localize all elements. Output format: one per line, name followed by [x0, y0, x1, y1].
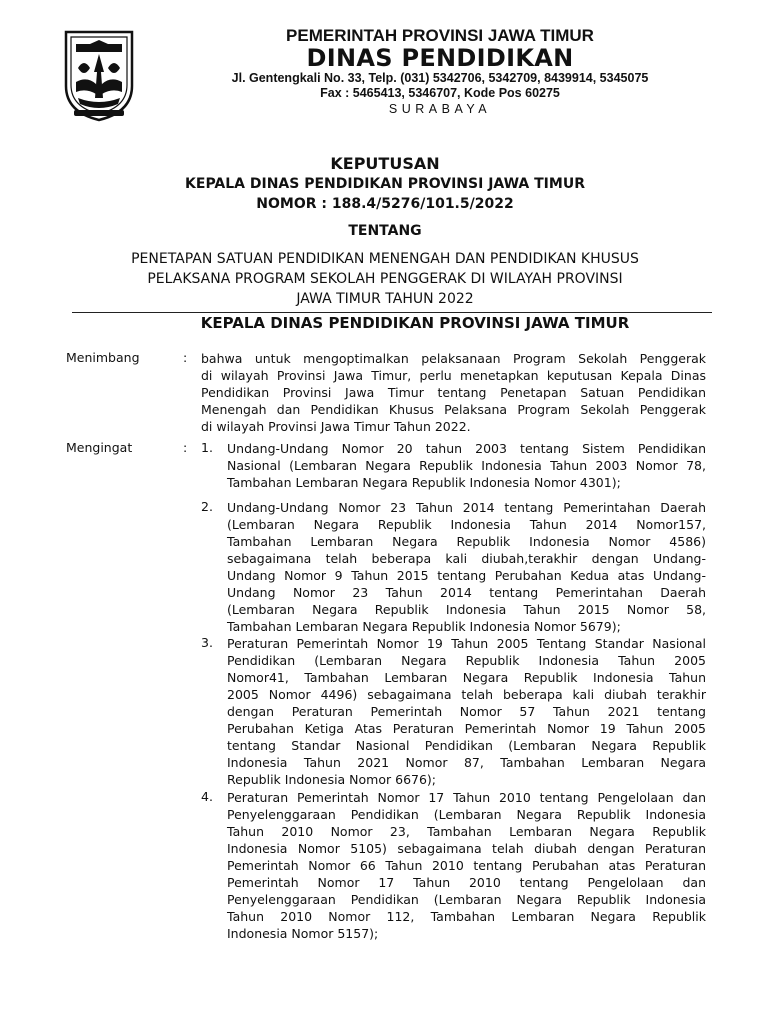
text-line: Tambahan Lembaran Negara Republik Indonesia Nomor 4586) — [227, 534, 706, 549]
mengingat-item — [227, 499, 706, 635]
text-line: 2005 Nomor 4496) sebagaimana telah beberapa kali diubah terakhir — [227, 687, 706, 702]
text-line: Indonesia Tahun 2021 Nomor 87, Tambahan Lembaran Negara — [227, 755, 706, 770]
decree-subject-line: JAWA TIMUR TAHUN 2022 — [296, 291, 474, 307]
text-line: bahwa untuk mengoptimalkan pelaksanaan Program Sekolah Penggerak — [201, 351, 706, 366]
text-line: (Lembaran Negara Republik Indonesia Tahun 2015 Nomor 58, — [227, 602, 706, 617]
text-line: Tahun 2010 Nomor 112, Tambahan Lembaran Negara Republik — [227, 909, 706, 924]
mengingat-label: Mengingat — [66, 440, 133, 455]
decree-subject-line: PENETAPAN SATUAN PENDIDIKAN MENENGAH DAN PENDIDIKAN KHUSUS — [131, 251, 639, 267]
mengingat-item — [227, 789, 706, 942]
text-line: sebagaimana telah beberapa kali diubah,terakhir dengan Undang- — [227, 551, 706, 566]
mengingat-item — [227, 635, 706, 788]
text-line: di wilayah Provinsi Jawa Timur Tahun 2022. — [201, 419, 471, 434]
text-line: Indonesia Nomor 5157); — [227, 926, 379, 941]
text-line: di wilayah Provinsi Jawa Timur, perlu menetapkan keputusan Kepala Dinas — [201, 368, 706, 383]
text-line: Tambahan Lembaran Negara Republik Indonesia Nomor 5679); — [227, 619, 621, 634]
provincial-coat-of-arms-icon — [60, 28, 138, 122]
text-line: Penyelenggaraan Pendidikan (Lembaran Negara Republik Indonesia — [227, 892, 706, 907]
letterhead-government: PEMERINTAH PROVINSI JAWA TIMUR — [286, 26, 594, 45]
menimbang-label: Menimbang — [66, 350, 140, 365]
text-line: Peraturan Pemerintah Nomor 17 Tahun 2010 tentang Pengelolaan dan — [227, 790, 706, 805]
decree-issuer-heading: KEPALA DINAS PENDIDIKAN PROVINSI JAWA TIMUR — [200, 314, 630, 332]
mengingat-item — [227, 440, 706, 491]
text-line: Pemerintah Nomor 17 Tahun 2010 tentang Pengelolaan dan — [227, 875, 706, 890]
text-line: Undang-Undang Nomor 23 Tahun 2014 tentang Pemerintahan Daerah — [227, 500, 706, 515]
text-line: tentang Standar Nasional Pendidikan (Lembaran Negara Republik — [227, 738, 706, 753]
menimbang-paragraph — [201, 350, 706, 435]
text-line: Republik Indonesia Nomor 6676); — [227, 772, 437, 787]
letterhead-address: Jl. Gentengkali No. 33, Telp. (031) 5342706, 5342709, 8439914, 5345075 — [231, 71, 649, 85]
menimbang-colon: : — [183, 350, 188, 365]
text-line: Indonesia Nomor 5105) sebagaimana telah diubah dengan Peraturan — [227, 841, 706, 856]
text-line: dengan Peraturan Pemerintah Nomor 57 Tahun 2021 tentang — [227, 704, 706, 719]
decree-title: KEPUTUSAN — [330, 154, 440, 173]
decree-subject-line: PELAKSANA PROGRAM SEKOLAH PENGGERAK DI WILAYAH PROVINSI — [147, 271, 623, 287]
text-line: Pendidikan Provinsi Jawa Timur tentang Penetapan Satuan Pendidikan — [201, 385, 706, 400]
text-line: Undang Nomor 23 Tahun 2014 tentang Pemerintahan Daerah — [227, 585, 706, 600]
list-item-number: 2. — [201, 499, 213, 514]
decree-tentang: TENTANG — [348, 223, 422, 239]
text-line: Peraturan Pemerintah Nomor 19 Tahun 2005 Tentang Standar Nasional — [227, 636, 706, 651]
decree-issuer: KEPALA DINAS PENDIDIKAN PROVINSI JAWA TIMUR — [185, 176, 585, 192]
text-line: Pendidikan (Lembaran Negara Republik Indonesia Tahun 2005 — [227, 653, 706, 668]
mengingat-colon: : — [183, 440, 188, 455]
decree-number: NOMOR : 188.4/5276/101.5/2022 — [256, 196, 514, 212]
letterhead-city: SURABAYA — [388, 102, 492, 116]
letterhead-agency: DINAS PENDIDIKAN — [306, 44, 574, 72]
list-item-number: 3. — [201, 635, 213, 650]
text-line: Tambahan Lembaran Negara Republik Indonesia Nomor 4301); — [227, 475, 621, 490]
text-line: Pemerintah Nomor 66 Tahun 2010 tentang Perubahan atas Peraturan — [227, 858, 706, 873]
text-line: Tahun 2010 Nomor 23, Tambahan Lembaran Negara Republik — [227, 824, 706, 839]
list-item-number: 1. — [201, 440, 213, 455]
letterhead-fax: Fax : 5465413, 5346707, Kode Pos 60275 — [320, 86, 560, 100]
text-line: Perubahan Ketiga Atas Peraturan Pemerintah Nomor 19 Tahun 2005 — [227, 721, 706, 736]
list-item-number: 4. — [201, 789, 213, 804]
text-line: Nasional (Lembaran Negara Republik Indonesia Tahun 2003 Nomor 78, — [227, 458, 706, 473]
text-line: Undang Nomor 9 Tahun 2015 tentang Perubahan Kedua atas Undang- — [227, 568, 706, 583]
text-line: (Lembaran Negara Republik Indonesia Tahun 2014 Nomor157, — [227, 517, 706, 532]
text-line: Penyelenggaraan Pendidikan (Lembaran Negara Republik Indonesia — [227, 807, 706, 822]
text-line: Menengah dan Pendidikan Khusus Pelaksana Program Sekolah Penggerak — [201, 402, 706, 417]
text-line: Nomor41, Tambahan Lembaran Negara Republik Indonesia Tahun — [227, 670, 706, 685]
divider-line — [72, 312, 712, 313]
text-line: Undang-Undang Nomor 20 tahun 2003 tentang Sistem Pendidikan — [227, 441, 706, 456]
